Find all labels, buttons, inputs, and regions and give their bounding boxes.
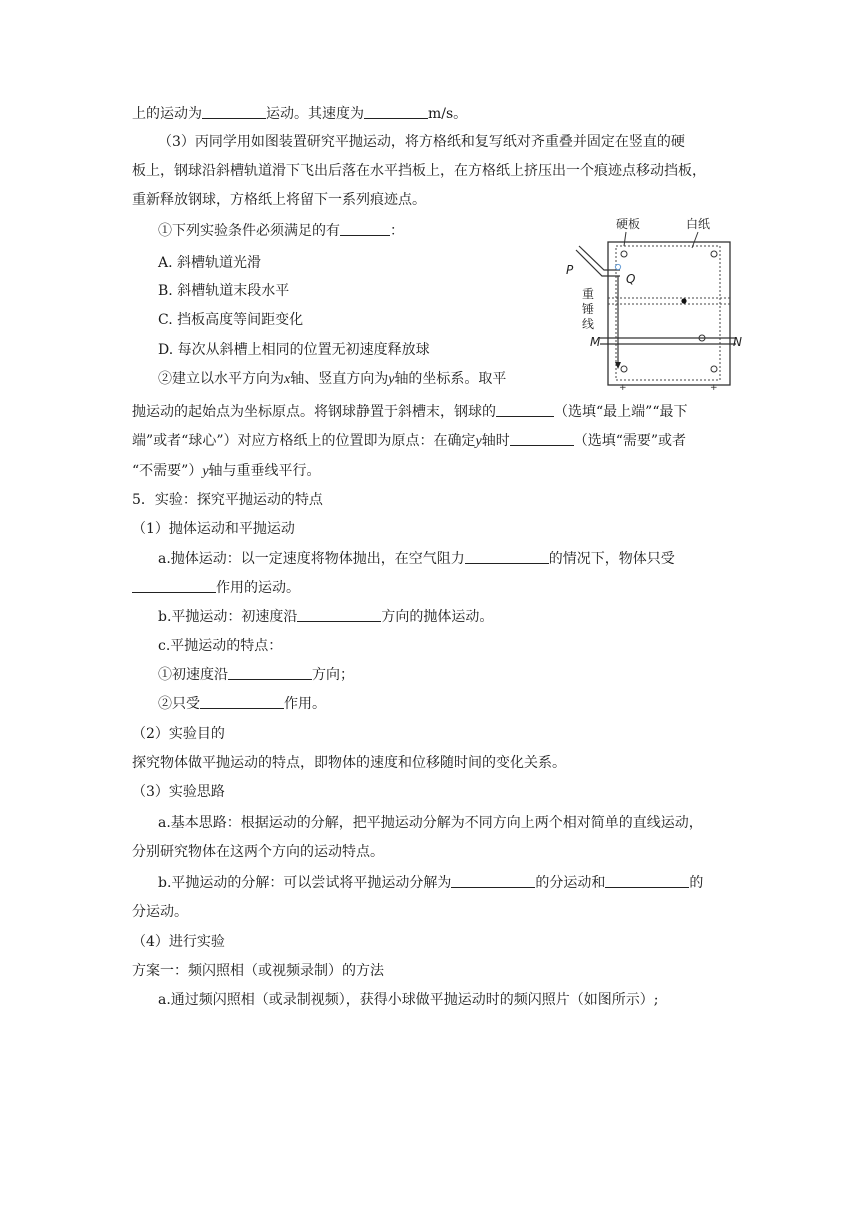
apparatus-figure: [560, 212, 745, 397]
white-paper-outline: [616, 246, 720, 380]
paragraph-line: “不需要”）y轴与重垂线平行。: [132, 463, 321, 479]
answer-blank[interactable]: [496, 402, 554, 417]
paragraph-line: ②建立以水平方向为x轴、竖直方向为y轴的坐标系。取平: [158, 371, 507, 387]
label-p: P: [566, 263, 574, 277]
paragraph-line: ①初速度沿 方向；: [158, 667, 354, 683]
paragraph-line: 分运动。: [132, 904, 188, 920]
answer-blank[interactable]: [364, 104, 428, 119]
option-d: D. 每次从斜槽上相同的位置无初速度释放球: [158, 342, 430, 358]
paragraph-line: 板上，钢球沿斜槽轨道滑下飞出后落在水平挡板上，在方格纸上挤压出一个痕迹点移动挡板，: [132, 163, 706, 179]
chute: [576, 250, 620, 276]
subsection-heading: （2）实验目的: [132, 726, 225, 742]
paragraph-line: b.平抛运动的分解：可以尝试将平抛运动分解为 的分运动和 的: [158, 875, 704, 891]
label-n: N: [733, 335, 742, 349]
steel-ball: [615, 264, 620, 269]
answer-blank[interactable]: [202, 104, 266, 119]
answer-blank[interactable]: [451, 873, 535, 888]
answer-blank[interactable]: [510, 431, 574, 446]
chute: [579, 246, 620, 270]
answer-blank[interactable]: [465, 549, 549, 564]
label-plumb: 锤: [582, 302, 595, 316]
answer-blank[interactable]: [605, 873, 689, 888]
label-m: M: [590, 335, 601, 349]
section-heading: 5．实验：探究平抛运动的特点: [132, 492, 323, 508]
question-conditions: ①下列实验条件必须满足的有 ：: [158, 223, 404, 239]
label-paper: 白纸: [686, 217, 711, 231]
answer-blank[interactable]: [200, 694, 284, 709]
hardboard-outline: [608, 242, 730, 385]
label-plumb: 线: [582, 317, 595, 331]
subsection-heading: （3）实验思路: [132, 784, 225, 800]
paragraph-line: a.基本思路：根据运动的分解，把平抛运动分解为不同方向上两个相对简单的直线运动，: [158, 815, 703, 831]
paragraph-line: a.通过频闪照相（或录制视频），获得小球做平抛运动时的频闪照片（如图所示）;: [158, 992, 659, 1008]
paragraph-line: 分别研究物体在这两个方向的运动特点。: [132, 844, 384, 860]
screw-icon: [711, 251, 717, 257]
paragraph-line: a.抛体运动：以一定速度将物体抛出，在空气阻力 的情况下，物体只受: [158, 551, 675, 567]
option-c: C. 挡板高度等间距变化: [158, 312, 304, 328]
paragraph-line: （3）丙同学用如图装置研究平抛运动，将方格纸和复写纸对齐重叠并固定在竖直的硬: [158, 134, 685, 150]
label-board: 硬板: [616, 217, 641, 231]
paragraph-line: 作用的运动。: [132, 578, 300, 598]
label-q: Q: [626, 272, 636, 286]
paragraph-line: 抛运动的起始点为坐标原点。将钢球静置于斜槽末，钢球的 （选填“最上端”“最下: [132, 404, 688, 420]
svg-text:+: +: [710, 383, 718, 393]
leader-line: [624, 232, 626, 246]
answer-blank[interactable]: [297, 607, 381, 622]
answer-blank[interactable]: [132, 578, 216, 593]
line-velocity: 上的运动为 运动。其速度为 m/s。: [132, 106, 468, 122]
option-a: A. 斜槽轨道光滑: [158, 255, 262, 271]
label-plumb: 重: [582, 287, 595, 301]
screw-icon: [711, 366, 717, 372]
trace-point: [681, 298, 686, 303]
subsection-heading: （1）抛体运动和平抛运动: [132, 521, 295, 537]
paragraph-line: c.平抛运动的特点：: [158, 638, 283, 654]
screw-icon: [621, 366, 627, 372]
paragraph-line: 探究物体做平抛运动的特点，即物体的速度和位移随时间的变化关系。: [132, 755, 566, 771]
paragraph-line: 方案一：频闪照相（或视频录制）的方法: [132, 963, 384, 979]
subsection-heading: （4）进行实验: [132, 934, 225, 950]
answer-blank[interactable]: [340, 221, 390, 236]
screw-icon: [621, 251, 627, 257]
option-b: B. 斜槽轨道末段水平: [158, 283, 290, 299]
paragraph-line: b.平抛运动：初速度沿 方向的抛体运动。: [158, 609, 494, 625]
paragraph-line: 重新释放钢球，方格纸上将留下一系列痕迹点。: [132, 192, 426, 208]
paragraph-line: ②只受 作用。: [158, 696, 326, 712]
paragraph-line: 端”或者“球心”）对应方格纸上的位置即为原点：在确定y轴时 （选填“需要”或者: [132, 433, 687, 449]
answer-blank[interactable]: [228, 665, 312, 680]
svg-text:+: +: [619, 383, 627, 393]
